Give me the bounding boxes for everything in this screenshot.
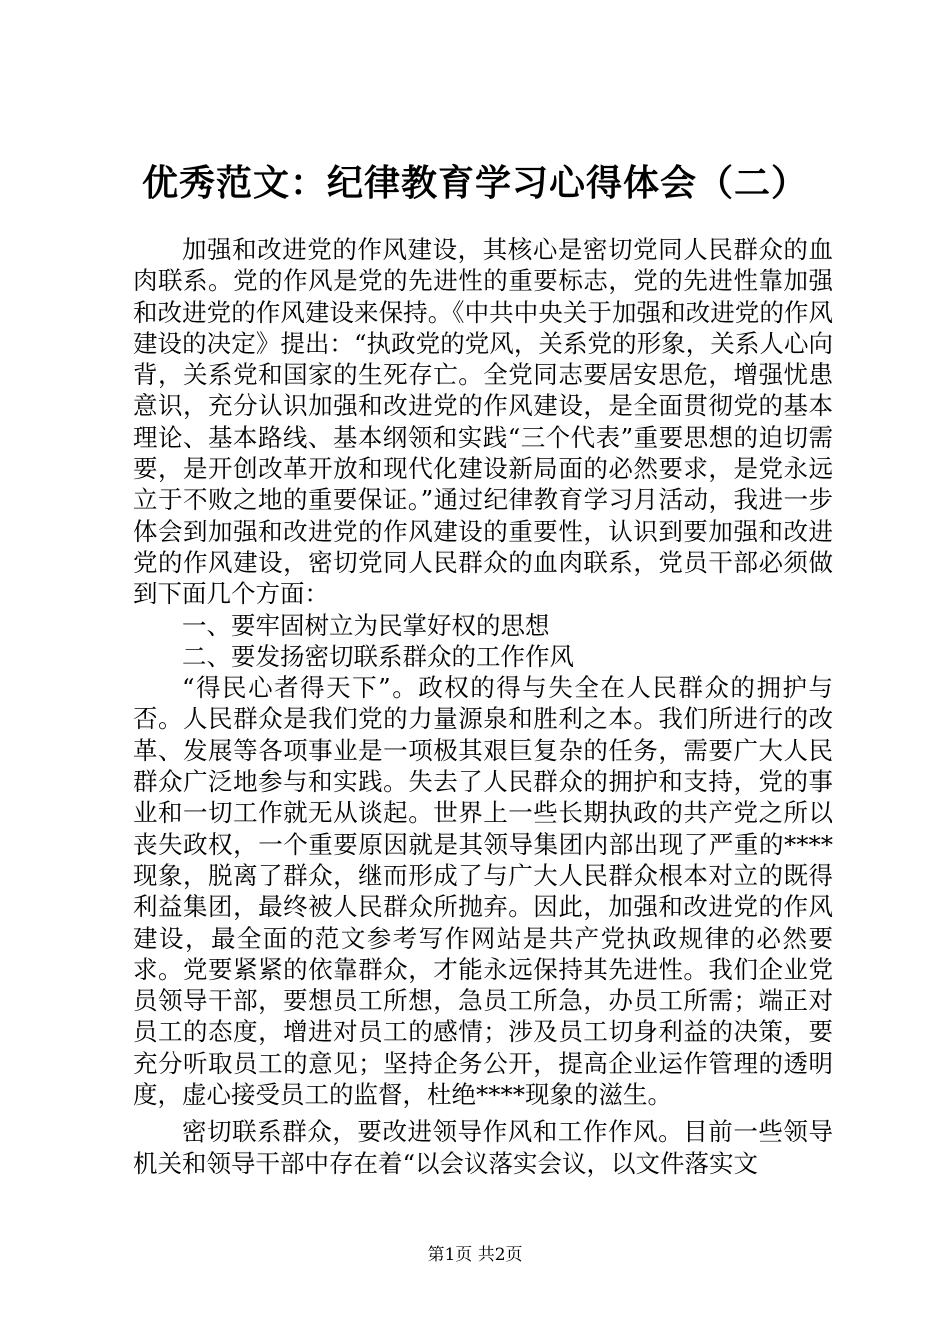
page-number: 第1页 共2页 — [427, 1245, 523, 1265]
section-heading-2: 二、要发扬密切联系群众的工作作风 — [182, 641, 574, 671]
document-title: 优秀范文：纪律教育学习心得体会（二） — [141, 163, 808, 204]
paragraph-intro: 加强和改进党的作风建设，其核心是密切党同人民群众的血肉联系。党的作风是党的先进性的重要标志，党的先进性靠加强和改进党的作风建设来保持。《中共中央关于加强和改进党的作风建设的决定》提出：“执政党的党风，关系党的形象，关系人心向背，关系党和国家的生死存亡。全党同志要居安思危，增强忧患意识，充分认识加强和改进党的作风建设，是全面贯彻党的基本理论、基本路线、基本纲领和实践“三个代表”重要思想的迫切需要，是开创改革开放和现代化建设新局面的必然要求，是党永远立于不败之地的重要保证。”通过纪律教育学习月活动，我进一步体会到加强和改进党的作风建设的重要性，认识到要加强和改进党的作风建设，密切党同人民群众的血肉联系，党员干部必须做到下面几个方面： — [133, 235, 833, 609]
section-heading-1: 一、要牢固树立为民掌好权的思想 — [182, 610, 550, 640]
document-body — [133, 234, 833, 1179]
paragraph-mass-line: “得民心者得天下”。政权的得与失全在人民群众的拥护与否。人民群众是我们党的力量源泉和胜利之本。我们所进行的改革、发展等各项事业是一项极其艰巨复杂的任务，需要广大人民群众广泛地参与和实践。失去了人民群众的拥护和支持，党的事业和一切工作就无从谈起。世界上一些长期执政的共产党之所以丧失政权，一个重要原因就是其领导集团内部出现了严重的****现象，脱离了群众，继而形成了与广大人民群众根本对立的既得利益集团，最终被人民群众所抛弃。因此，加强和改进党的作风建设，最全面的范文参考写作网站是共产党执政规律的必然要求。党要紧紧的依靠群众，才能永远保持其先进性。我们企业党员领导干部，要想员工所想，急员工所急，办员工所需；端正对员工的态度，增进对员工的感情；涉及员工切身利益的决策，要充分听取员工的意见；坚持企务公开，提高企业运作管理的透明度，虚心接受员工的监督，杜绝****现象的滋生。 — [133, 673, 833, 1110]
paragraph-leadership-style: 密切联系群众，要改进领导作风和工作作风。目前一些领导机关和领导干部中存在着“以会议落实会议，以文件落实文 — [133, 1117, 833, 1178]
